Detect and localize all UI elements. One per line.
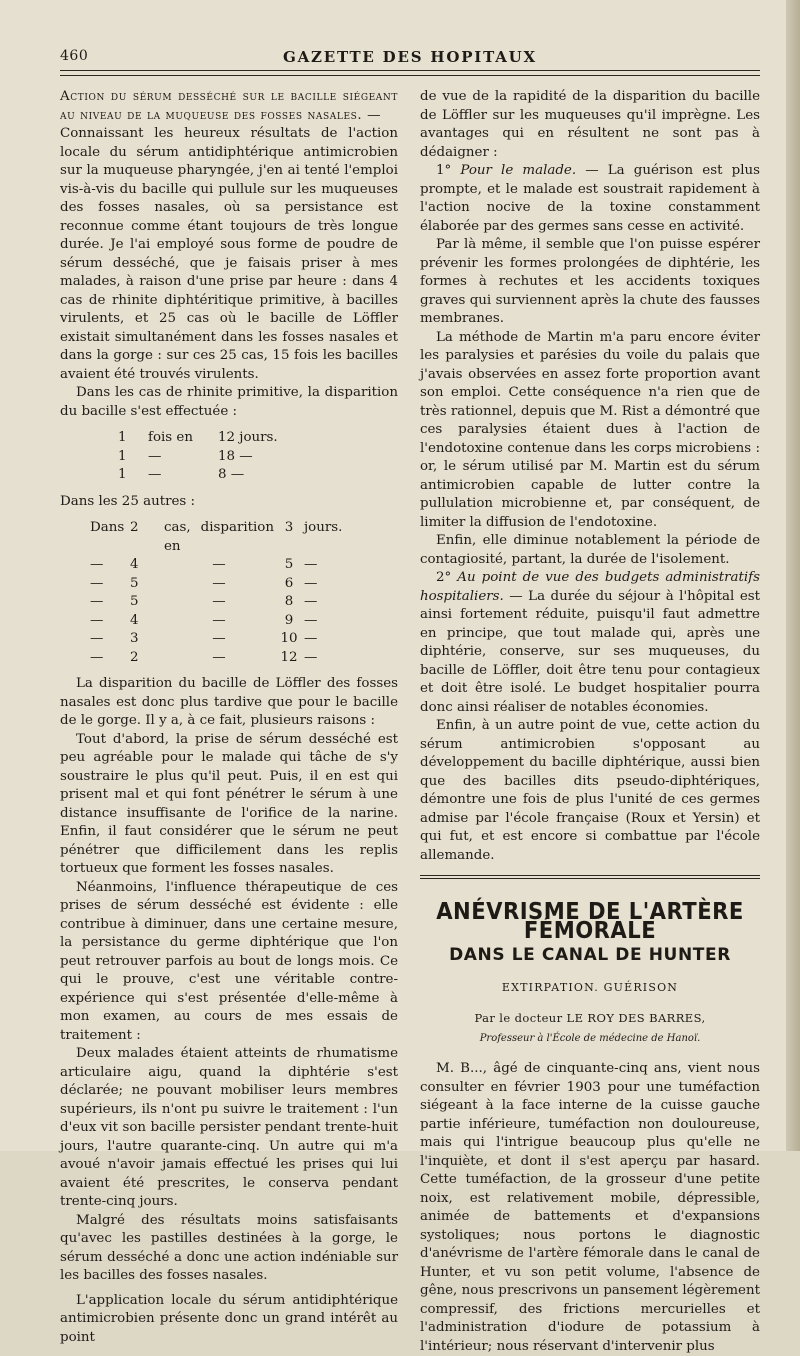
left-column <box>60 88 398 1347</box>
table-cell: 4 <box>130 557 139 572</box>
table-row <box>90 575 398 594</box>
paragraph: Néanmoins, l'influence thérapeutique de ces prises de sérum desséché est évidente : elle contribue à diminuer, dans une certaine mesure, la persistance du germe diphtérique que l'on peut retrouver parfois au bout de longs mois. Ce qui le prouve, c'est une véritable contre-expérience qui s'est présentée d'elle-même à mon examen, au cours de mes essais de traitement : <box>60 879 398 1043</box>
paragraph: L'application locale du sérum antidiphtérique antimicrobien présente donc un grand intérêt au point <box>60 1292 398 1345</box>
table-cell: 1 <box>118 467 127 482</box>
table-cell: — <box>90 649 104 665</box>
article-author: Par le docteur LE ROY DES BARRES, <box>474 1011 706 1025</box>
paragraph: Malgré des résultats moins satisfaisants qu'avec les pastilles destinées à la gorge, le sérum desséché a donc une action indéniable sur les bacilles des fosses nasales. <box>60 1212 398 1283</box>
table-cell: 12 jours. <box>218 430 278 445</box>
table-cell: — <box>212 612 226 628</box>
article-kicker: EXTIRPATION. GUÉRISON <box>501 980 679 994</box>
paragraph: La méthode de Martin m'a paru encore éviter les paralysies et parésies du voile du palais que j'avais observées en assez forte proportion avant son emploi. Cette conséquence n'a rien que de très rationnel, depuis que M. Rist a démontré que ces paralysies étaient dues à l'action de l'endotoxine contenue dans les corps microbiens : or, le sérum utilisé par M. Martin est du sérum antimicrobien capable de lutter contre la pullulation microbienne et, par conséquent, de limiter la diffusion de l'endotoxine. <box>420 329 760 530</box>
item-heading: Au point de vue des budgets administratifs hospitaliers. <box>420 570 760 604</box>
paragraph: Deux malades étaient atteints de rhumatisme articulaire aigu, quand la diphtérie s'est déclarée; ne pouvant mobiliser leurs membres supérieurs, ils n'ont pu suivre le traitement : l'un d'eux vit son bacille persister pendant trente-huit jours, l'autre quarante-cinq. Un autre qui m'a avoué n'avoir jamais effectué les prises qui lui avaient été prescrites, le conserva pendant trente-cinq jours. <box>60 1046 398 1209</box>
paragraph: Tout d'abord, la prise de sérum desséché est peu agréable pour le malade qui tâche de s'y soustraire le plus qu'il peut. Puis, il en est qui prisent mal et qui font pénétrer le sérum à une distance insuffisante de l'orifice de la narine. Enfin, il faut considérer que le sérum ne peut pénétrer que difficilement dans les replis tortueux que forment les fosses nasales. <box>60 731 398 876</box>
table-cell: 8 — <box>218 467 245 482</box>
right-column <box>420 88 760 1356</box>
article-subtitle: DANS LE CANAL DE HUNTER <box>449 945 731 965</box>
table-row <box>90 519 398 556</box>
author-affiliation: Professeur à l'École de médecine de Hanoï. <box>479 1032 701 1044</box>
table-cell: — <box>90 575 104 591</box>
table-cell: — <box>304 575 318 591</box>
table-cell: cas, disparition en <box>164 520 274 554</box>
table-row <box>90 593 398 612</box>
article-separator <box>420 875 760 879</box>
table-cell: — <box>212 649 226 665</box>
table-row <box>90 630 398 649</box>
paragraph: Par là même, il semble que l'on puisse espérer prévenir les formes prolongées de diphtérie, les formes à rechutes et les accidents toxiques graves qui surviennent après la chute des fausses membranes. <box>420 237 760 326</box>
journal-title: GAZETTE DES HOPITAUX <box>282 48 537 66</box>
paragraph: Enfin, à un autre point de vue, cette action du sérum antimicrobien s'opposant au développement du bacille diphtérique, aussi bien que des bacilles dits pseudo-diphtériques, démontre une fois de plus l'unité de ces germes admise par l'école française (Roux et Yersin) et qui fut, et est encore si combattue par l'école allemande. <box>420 718 760 863</box>
table-cell: — <box>304 612 318 628</box>
table-cell: — <box>148 467 162 482</box>
table-cell: — <box>148 448 162 464</box>
table-cell: 10 <box>280 631 298 646</box>
table-cell: 8 <box>284 594 294 609</box>
table-cell: 1 <box>118 448 127 464</box>
header-rule <box>60 70 760 76</box>
table-row <box>90 556 398 575</box>
page-number: 460 <box>60 48 89 64</box>
table-cell: 18 — <box>218 448 253 464</box>
table-cell: — <box>304 631 318 646</box>
table-cell: 3 <box>130 631 139 646</box>
item-text: — La guérison est plus prompte, et le malade est soustrait rapidement à l'action nocive de la toxine constamment élaborée par des germes sans cesse en activité. <box>420 163 760 234</box>
article-title: ANÉVRISME DE L'ARTÈRE FÉMORALE <box>436 899 744 944</box>
numbered-item <box>420 569 760 717</box>
numbered-item <box>420 162 760 236</box>
page-edge <box>786 0 800 1151</box>
table-cell: — <box>90 594 104 609</box>
table-cell: — <box>304 557 318 572</box>
table-cell: — <box>90 631 104 646</box>
table-row <box>118 429 398 448</box>
table-cell: — <box>212 557 226 572</box>
table-cell: Dans <box>90 520 125 535</box>
table-cell: 5 <box>130 594 139 609</box>
paragraph: Enfin, elle diminue notablement la période de contagiosité, partant, la durée de l'isolement. <box>420 533 760 567</box>
table-cell: 4 <box>130 612 139 628</box>
table-cell: — <box>304 594 318 609</box>
paragraph: Connaissant les heureux résultats de l'action locale du sérum antidiphtérique antimicrobien sur la muqueuse pharyngée, j'en ai tenté l'emploi vis-à-vis du bacille qui pullule sur les muqueuses des fosses nasales, où sa persistance est reconnue comme étant toujours de très longue durée. Je l'ai employé sous forme de poudre de sérum desséché, que je faisais priser à mes malades, à raison d'une prise par heure : dans 4 cas de rhinite diphtéritique primitive, à bacilles virulents, et 25 cas où le bacille de Löffler existait simultanément dans les fosses nasales et dans la gorge : sur ces 25 cas, 15 fois les bacilles avaient été trouvés virulents. <box>60 126 398 382</box>
section-title-text: Action du sérum desséché sur le bacille siégeant au niveau de la muqueuse des fosses nasales. — <box>60 89 398 123</box>
table-cell: — <box>90 612 104 628</box>
article-body: M. B..., âgé de cinquante-cinq ans, vient nous consulter en février 1903 pour une tuméfaction siégeant à la face interne de la cuisse gauche partie inférieure, tuméfaction non douloureuse, mais qui l'intrigue beaucoup plus qu'elle ne l'inquiète, et dont il s'est aperçu par hasard. Cette tuméfaction, de la grosseur d'une petite noix, est relativement mobile, dépressible, animée de battements et d'expansions systoliques; nous portons le diagnostic d'anévrisme de l'artère fémorale dans le canal de Hunter, et vu son petit volume, l'absence de gêne, nous prescrivons un pansement légèrement compressif, des frictions mercurielles et l'administration d'iodure de potassium à l'intérieur; nous réservant d'intervenir plus <box>420 1061 760 1354</box>
table-cell: 2 <box>130 649 139 665</box>
table-cell: 5 <box>284 557 294 572</box>
table-cell: 1 <box>118 430 127 445</box>
table-row <box>118 448 398 467</box>
table-cell: — <box>212 631 226 646</box>
item-number: 2° <box>436 570 458 585</box>
paragraph: Dans les cas de rhinite primitive, la disparition du bacille s'est effectuée : <box>60 385 398 419</box>
table-cell: 9 <box>284 612 294 628</box>
table-row <box>90 649 398 668</box>
table-row <box>90 612 398 631</box>
table-cell: jours. <box>304 520 343 535</box>
table-cell: fois en <box>148 430 193 445</box>
item-heading: Pour le malade. <box>460 163 577 178</box>
table-cell: 3 <box>284 520 294 535</box>
rhinitis-table <box>118 429 398 485</box>
paragraph: Dans les 25 autres : <box>60 493 196 509</box>
paragraph: de vue de la rapidité de la disparition du bacille de Löffler sur les muqueuses qu'il imprègne. Les avantages qui en résultent ne sont pas à dédaigner : <box>420 89 760 160</box>
table-cell: 2 <box>130 520 139 535</box>
table-cell: 5 <box>130 575 139 591</box>
section-title <box>60 88 398 125</box>
table-cell: — <box>304 649 318 665</box>
table-cell: 6 <box>284 575 294 591</box>
table-cell: — <box>212 594 226 609</box>
table-cell: — <box>90 557 104 572</box>
table-row <box>118 466 398 485</box>
paragraph: La disparition du bacille de Löffler des fosses nasales est donc plus tardive que pour le bacille de le gorge. Il y a, à ce fait, plusieurs raisons : <box>60 676 398 728</box>
table-cell: — <box>212 575 226 591</box>
item-number: 1° <box>436 163 461 178</box>
table-cell: 12 <box>280 649 298 665</box>
combined-cases-table <box>90 519 398 667</box>
item-text: — La durée du séjour à l'hôpital est ainsi fortement réduite, puisqu'il faut admettre en principe, que tout malade qui, après une diphtérie, conserve, sur ses muqueuses, du bacille de Löffler, doit être tenu pour contagieux et doit être isolé. Le budget hospitalier pourra donc ainsi réaliser de notables économies. <box>420 588 760 715</box>
